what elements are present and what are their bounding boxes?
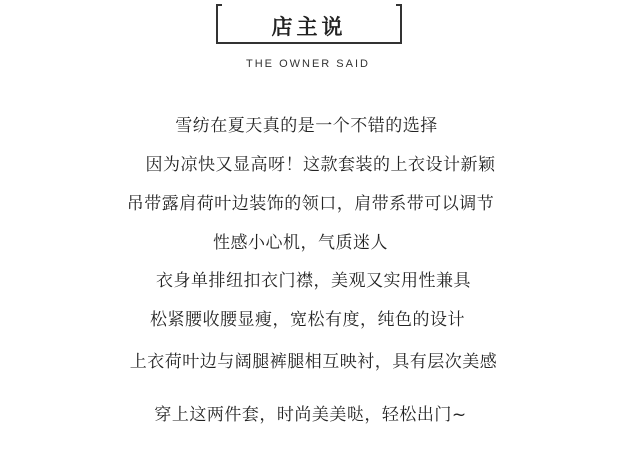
page-subtitle: THE OWNER SAID bbox=[246, 58, 370, 70]
description-line: 衣身单排纽扣衣门襟，美观又实用性兼具 bbox=[156, 271, 471, 291]
description-line: 因为凉快又显高呀！这款套装的上衣设计新颖 bbox=[145, 155, 496, 175]
description-line: 吊带露肩荷叶边装饰的领口，肩带系带可以调节 bbox=[126, 194, 495, 214]
title-frame bbox=[216, 4, 402, 44]
description-line: 性感小心机，气质迷人 bbox=[213, 233, 388, 253]
description-line: 上衣荷叶边与阔腿裤腿相互映衬，具有层次美感 bbox=[129, 352, 498, 372]
description-line: 雪纺在夏天真的是一个不错的选择 bbox=[175, 116, 438, 136]
description-line: 穿上这两件套，时尚美美哒，轻松出门~ bbox=[154, 405, 467, 425]
page-title: 店主说 bbox=[271, 15, 347, 39]
frame-bottom-line bbox=[216, 42, 402, 44]
description-line: 松紧腰收腰显瘦，宽松有度，纯色的设计 bbox=[150, 310, 465, 330]
